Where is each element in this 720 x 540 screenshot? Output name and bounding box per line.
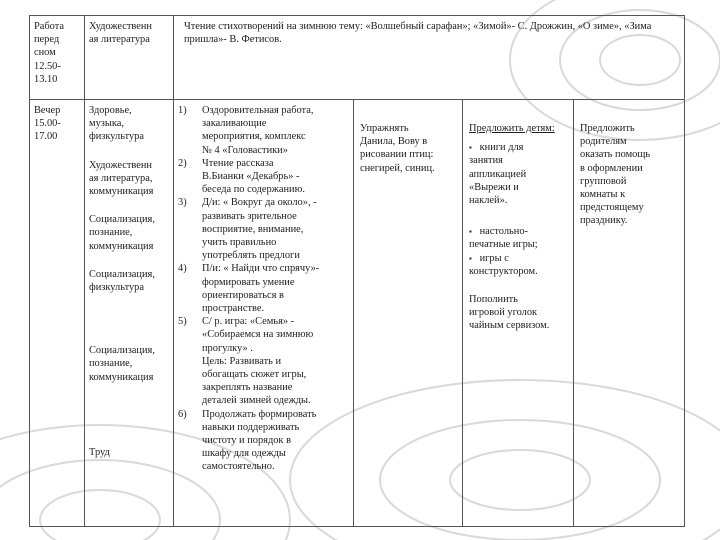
item-line: С/ р. игра: «Семья» - [202,316,295,328]
bullet-line: наклей». [469,195,508,207]
individual-line: Упражнять [360,123,409,134]
area-line: ая литература, [89,172,153,184]
bullet-item [469,225,569,251]
list-item [178,196,349,262]
environment-extra [469,293,569,333]
area-line: физкультура [89,131,144,143]
activity-list [178,104,349,474]
item-line: закреплять название [202,382,293,394]
area-line: познание, [89,358,133,370]
time-cell [30,16,85,100]
item-line: чистоту и порядок в [202,435,291,447]
bullet-line: книги для [479,142,524,154]
item-line: развивать зрительное [202,210,297,222]
bullet-line: аппликацией [469,168,527,180]
parents-line: родителям [580,136,627,148]
item-line: навыки поддерживать [202,421,300,433]
individual-work-cell [354,100,463,527]
item-number: 1) [178,105,187,116]
bullet-line: игры с [479,252,509,264]
item-number: 2) [178,157,187,169]
time-line: 17.00 [34,131,58,143]
item-number: 6) [178,408,187,420]
item-number: 3) [178,197,187,209]
item-line: «Собираемся на зимнюю [202,329,314,341]
extra-line: Пополнить [469,294,518,306]
item-line: восприятие, внимание, [202,223,304,235]
item-line: закаливающие [202,118,267,130]
area-line: ая литература [89,34,150,46]
time-line: сном [34,47,56,59]
individual-line: Данила, Вову в [360,136,428,148]
parents-line: комнаты к [580,189,626,201]
bullet-icon: ▪ [469,227,472,237]
table-row [30,16,685,100]
extra-line: чайным сервизом. [469,320,550,332]
time-line: 13.10 [34,73,58,85]
parents-cell [574,100,685,527]
parents-line: предстоящему [580,202,644,214]
item-line: шкафу для одежды [202,448,286,460]
item-number: 4) [178,263,187,275]
list-item [178,408,349,474]
bullet-item [469,252,569,278]
area-line: Художественн [89,159,152,171]
item-line: учить правильно [202,237,277,249]
item-line: деталей зимней одежды. [202,395,311,407]
time-cell [30,100,85,527]
parents-line: групповой [580,175,627,187]
item-line: Д/и: « Вокруг да около», - [202,197,317,209]
extra-line: игровой уголок [469,307,538,319]
item-line: В.Бианки «Декабрь» - [202,171,300,183]
parents-line: оказать помощь [580,149,651,161]
area-cell [85,100,174,527]
environment-cell [463,100,574,527]
area-line: познание, [89,227,133,239]
item-line: употреблять предлоги [202,250,300,262]
area-line: Труд [89,446,110,458]
area-line: физкультура [89,282,144,294]
activity-list-cell [174,100,354,527]
area-line: Социализация, [89,268,155,280]
bullet-line: занятия [469,155,503,167]
item-line: обогащать сюжет игры, [202,369,307,381]
area-line: коммуникация [89,240,154,252]
time-line: Работа [34,21,65,32]
item-line: Оздоровительная работа, [202,105,314,116]
list-item [178,262,349,315]
time-line: Вечер [34,105,61,116]
item-line: мероприятия, комплекс [202,131,306,143]
individual-line: снегирей, синиц. [360,162,435,174]
parents-line: Предложить [580,123,635,134]
item-line: Цель: Развивать и [202,355,282,367]
bullet-line: настольно- [479,226,528,238]
bullet-line: конструктором. [469,265,538,277]
item-line: ориентироваться в [202,289,284,301]
time-line: 15.00- [34,118,61,130]
area-line: Социализация, [89,214,155,226]
time-line: 12.50- [34,60,61,72]
bullet-line: «Вырежи и [469,181,519,193]
time-line: перед [34,34,60,46]
bullet-icon: ▪ [469,143,472,153]
environment-heading: Предложить детям: [469,123,555,134]
item-line: № 4 «Головастики» [202,144,288,156]
area-line: Художественн [89,21,152,32]
item-line: беседа по содержанию. [202,184,305,196]
bullet-icon: ▪ [469,253,472,263]
item-number: 5) [178,316,187,328]
list-item [178,104,349,157]
area-line: коммуникация [89,371,154,383]
parents-line: в оформлении [580,162,643,174]
individual-line: рисовании птиц: [360,149,434,161]
list-item [178,157,349,197]
area-line: коммуникация [89,186,154,198]
area-cell [85,16,174,100]
area-line: музыка, [89,118,124,130]
item-line: Продолжать формировать [202,408,317,420]
item-line: Чтение рассказа [202,157,274,169]
item-line: прогулку» . [202,342,253,354]
bullet-item [469,141,569,207]
activity-cell [174,16,685,100]
item-line: формировать умение [202,276,295,288]
area-line: Здоровье, [89,105,132,116]
parents-line: празднику. [580,215,628,227]
item-line: пространстве. [202,303,265,315]
activity-text: Чтение стихотворений на зимнюю тему: «Волшебный сарафан»; «Зимой»- С. Дрожжин, «О зиме», «Зима пришла»- В. Фетисов. [184,21,652,46]
area-line: Социализация, [89,345,155,357]
item-line: П/и: « Найди что спрячу»- [202,263,320,275]
bullet-line: печатные игры; [469,239,538,251]
plan-table [29,15,685,527]
list-item [178,315,349,407]
table-row [30,100,685,527]
item-line: самостоятельно. [202,461,275,473]
